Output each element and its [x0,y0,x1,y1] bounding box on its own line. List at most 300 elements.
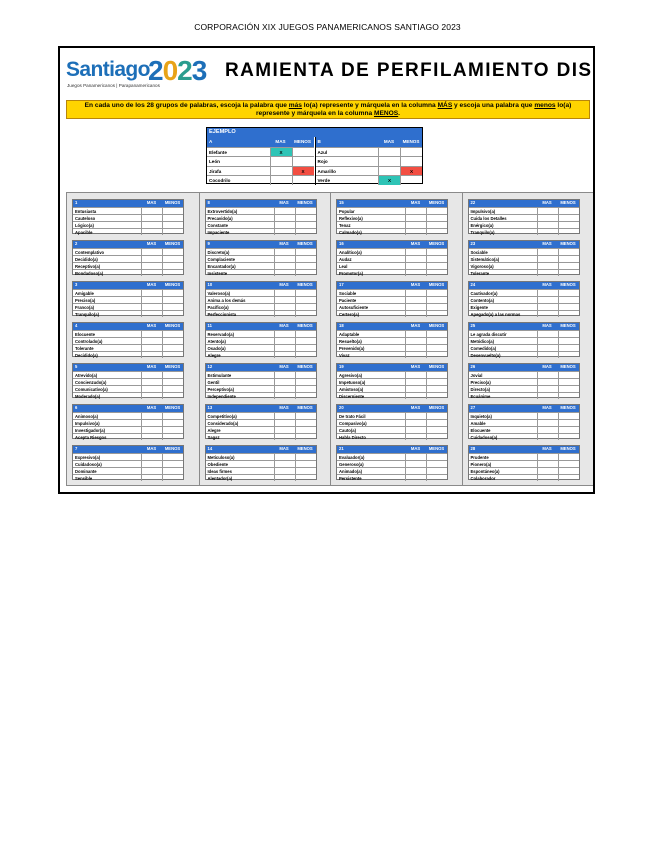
menos-cell[interactable] [295,475,316,481]
group-number: 25 [470,323,476,328]
word-label: Amarillo [317,168,336,174]
menos-cell[interactable] [162,372,183,378]
mas-cell[interactable] [141,461,162,467]
menos-cell[interactable] [162,208,183,214]
group-word-row [337,426,447,433]
mas-cell[interactable]: X [270,148,292,157]
mas-cell[interactable] [141,386,162,392]
menos-cell[interactable] [426,331,447,337]
menos-cell[interactable] [162,352,183,358]
menos-cell[interactable]: X [292,167,314,176]
mas-cell[interactable] [537,386,558,392]
menos-cell[interactable] [558,372,579,378]
mas-cell[interactable] [537,352,558,358]
menos-cell[interactable] [162,475,183,481]
group-word-row [73,296,183,303]
mas-cell[interactable] [274,461,295,467]
mas-cell[interactable] [274,229,295,235]
menos-cell[interactable] [162,297,183,303]
menos-cell[interactable] [426,379,447,385]
group-word-row [73,228,183,235]
mas-cell[interactable] [537,270,558,276]
menos-cell[interactable] [426,215,447,221]
mas-cell[interactable] [537,249,558,255]
menos-cell[interactable] [426,427,447,433]
menos-cell[interactable] [426,413,447,419]
menos-cell[interactable] [295,386,316,392]
menos-cell[interactable] [162,461,183,467]
menos-cell[interactable] [295,345,316,351]
menos-cell[interactable] [400,176,422,185]
mas-cell[interactable]: X [378,176,400,185]
word-label: Tolerante [75,345,94,351]
menos-cell[interactable] [292,176,314,185]
menos-cell[interactable] [295,393,316,399]
mas-cell[interactable] [141,222,162,228]
group-header-row [469,282,579,289]
example-row [316,156,423,166]
menos-cell[interactable] [162,413,183,419]
mas-cell[interactable] [378,167,400,176]
menos-cell[interactable] [558,263,579,269]
menos-cell[interactable] [295,249,316,255]
word-group-20 [336,404,448,439]
mas-cell[interactable] [405,270,426,276]
group-number: 11 [207,323,212,328]
menos-cell[interactable] [558,393,579,399]
mas-cell[interactable] [405,290,426,296]
mas-cell[interactable] [141,434,162,440]
menos-cell[interactable] [295,427,316,433]
menos-cell[interactable] [426,386,447,392]
menos-cell[interactable] [295,461,316,467]
mas-cell[interactable] [537,475,558,481]
mas-cell[interactable] [537,215,558,221]
menos-cell[interactable] [426,290,447,296]
group-header-row [73,200,183,207]
word-label: Desenvuelto(a) [470,352,501,358]
menos-cell[interactable] [426,338,447,344]
menos-cell[interactable] [426,468,447,474]
menos-cell[interactable] [426,297,447,303]
word-groups-grid [66,192,594,486]
word-label: Cocodrilo [209,178,231,184]
col-mas-label: MAS [279,446,289,451]
mas-cell[interactable] [405,454,426,460]
word-label: Tolerante [470,270,490,276]
menos-cell[interactable] [558,229,579,235]
menos-cell[interactable] [558,331,579,337]
mas-cell[interactable] [405,229,426,235]
word-label: Comedido(a) [470,345,497,351]
mas-cell[interactable] [141,270,162,276]
word-label: Alegre [207,427,221,433]
menos-cell[interactable] [295,290,316,296]
mas-cell[interactable] [274,427,295,433]
mas-cell[interactable] [537,420,558,426]
mas-cell[interactable] [141,420,162,426]
mas-cell[interactable] [141,311,162,317]
mas-cell[interactable] [405,331,426,337]
mas-cell[interactable] [405,420,426,426]
menos-cell[interactable] [426,420,447,426]
mas-cell[interactable] [537,461,558,467]
mas-cell[interactable] [274,345,295,351]
mas-cell[interactable] [537,379,558,385]
mas-cell[interactable] [537,393,558,399]
mas-cell[interactable] [141,215,162,221]
group-word-row [337,419,447,426]
example-group-a [207,137,314,185]
menos-cell[interactable]: X [400,167,422,176]
mas-cell[interactable] [405,434,426,440]
mas-cell[interactable] [141,454,162,460]
menos-cell[interactable] [558,345,579,351]
mas-cell[interactable] [537,331,558,337]
mas-cell[interactable] [274,352,295,358]
menos-cell[interactable] [426,249,447,255]
menos-cell[interactable] [426,434,447,440]
mas-cell[interactable] [405,468,426,474]
menos-cell[interactable] [558,222,579,228]
menos-cell[interactable] [426,304,447,310]
menos-cell[interactable] [162,256,183,262]
menos-cell[interactable] [162,379,183,385]
menos-cell[interactable] [295,297,316,303]
word-label: Verde [317,178,331,184]
menos-cell[interactable] [162,290,183,296]
menos-cell[interactable] [426,345,447,351]
menos-cell[interactable] [426,270,447,276]
mas-cell[interactable] [141,475,162,481]
word-label: Compasivo(a) [339,420,367,426]
menos-cell[interactable] [162,338,183,344]
mas-cell[interactable] [537,434,558,440]
mas-cell[interactable] [274,297,295,303]
mas-cell[interactable] [405,386,426,392]
mas-cell[interactable] [405,304,426,310]
mas-cell[interactable] [274,331,295,337]
menos-cell[interactable] [162,434,183,440]
menos-cell[interactable] [558,413,579,419]
menos-cell[interactable] [295,338,316,344]
word-label: Perfeccionista [207,311,237,317]
group-word-row [206,426,316,433]
menos-cell[interactable] [295,413,316,419]
mas-cell[interactable] [274,386,295,392]
menos-cell[interactable] [295,420,316,426]
mas-cell[interactable] [537,427,558,433]
group-word-row [206,351,316,358]
mas-cell[interactable] [537,229,558,235]
menos-cell[interactable] [400,157,422,166]
menos-cell[interactable] [426,372,447,378]
menos-cell[interactable] [558,386,579,392]
mas-cell[interactable] [274,270,295,276]
col-menos-label: MENOS [560,200,576,205]
menos-cell[interactable] [295,311,316,317]
word-group-25 [468,322,580,357]
menos-cell[interactable] [295,304,316,310]
word-label: Persistente [339,475,362,481]
mas-cell[interactable] [405,427,426,433]
menos-cell[interactable] [426,263,447,269]
mas-cell[interactable] [274,434,295,440]
mas-cell[interactable] [141,249,162,255]
menos-cell[interactable] [558,304,579,310]
word-group-18 [336,322,448,357]
menos-cell[interactable] [295,454,316,460]
group-header-row [206,405,316,412]
mas-cell[interactable] [537,454,558,460]
mas-cell[interactable] [141,393,162,399]
mas-cell[interactable] [141,297,162,303]
mas-cell[interactable] [537,222,558,228]
col-menos-label: MENOS [297,446,313,451]
menos-cell[interactable] [295,434,316,440]
mas-cell[interactable] [274,311,295,317]
mas-cell[interactable] [405,256,426,262]
menos-cell[interactable] [292,157,314,166]
group-word-row [206,419,316,426]
menos-cell[interactable] [558,290,579,296]
mas-cell[interactable] [537,311,558,317]
mas-cell[interactable] [274,413,295,419]
mas-cell[interactable] [274,208,295,214]
group-word-row [469,412,579,419]
mas-cell[interactable] [537,468,558,474]
menos-cell[interactable] [426,222,447,228]
menos-cell[interactable] [558,475,579,481]
menos-cell[interactable] [295,263,316,269]
col-menos-label: MENOS [560,364,576,369]
menos-cell[interactable] [295,379,316,385]
word-label: Paciente [339,297,357,303]
menos-cell[interactable] [162,249,183,255]
mas-cell[interactable] [405,297,426,303]
menos-cell[interactable] [162,427,183,433]
mas-cell[interactable] [141,208,162,214]
menos-cell[interactable] [558,249,579,255]
mas-cell[interactable] [141,413,162,419]
group-word-row [206,392,316,399]
mas-cell[interactable] [141,304,162,310]
menos-cell[interactable] [426,393,447,399]
menos-cell[interactable] [295,256,316,262]
mas-cell[interactable] [405,393,426,399]
menos-cell[interactable] [558,338,579,344]
menos-cell[interactable] [295,215,316,221]
menos-cell[interactable] [558,427,579,433]
mas-cell[interactable] [537,256,558,262]
menos-cell[interactable] [426,461,447,467]
group-word-row [206,269,316,276]
menos-cell[interactable] [162,311,183,317]
mas-cell[interactable] [537,208,558,214]
mas-cell[interactable] [274,256,295,262]
mas-cell[interactable] [537,345,558,351]
mas-cell[interactable] [141,427,162,433]
group-word-row [73,330,183,337]
mas-cell[interactable] [141,290,162,296]
mas-cell[interactable] [537,297,558,303]
word-label: Perceptivo(a) [207,386,235,392]
menos-cell[interactable] [558,256,579,262]
word-label: Investigador(a) [75,427,106,433]
mas-cell[interactable] [405,338,426,344]
mas-cell[interactable] [405,372,426,378]
menos-cell[interactable] [292,148,314,157]
menos-cell[interactable] [558,208,579,214]
mas-cell[interactable] [270,167,292,176]
word-label: Cauteloso [75,215,96,221]
mas-cell[interactable] [405,222,426,228]
menos-cell[interactable] [162,386,183,392]
menos-cell[interactable] [162,420,183,426]
mas-cell[interactable] [274,222,295,228]
menos-cell[interactable] [558,434,579,440]
menos-cell[interactable] [162,222,183,228]
word-label: Tenaz [339,222,351,228]
group-word-row [73,467,183,474]
mas-cell[interactable] [537,263,558,269]
word-label: Gentil [207,379,220,385]
menos-cell[interactable] [558,297,579,303]
menos-cell[interactable] [558,352,579,358]
word-label: Alegre [207,352,221,358]
mas-cell[interactable] [274,372,295,378]
mas-cell[interactable] [141,338,162,344]
menos-cell[interactable] [558,468,579,474]
col-menos-label: MENOS [164,405,181,410]
menos-cell[interactable] [426,454,447,460]
menos-cell[interactable] [558,379,579,385]
mas-cell[interactable] [405,413,426,419]
group-number: 3 [75,282,78,287]
menos-cell[interactable] [558,461,579,467]
col-mas-label: MAS [279,200,289,205]
menos-cell[interactable] [162,345,183,351]
mas-cell[interactable] [405,215,426,221]
menos-cell[interactable] [426,256,447,262]
mas-cell[interactable] [537,372,558,378]
mas-cell[interactable] [274,393,295,399]
mas-cell[interactable] [274,290,295,296]
mas-cell[interactable] [141,331,162,337]
menos-cell[interactable] [295,468,316,474]
mas-cell[interactable] [141,352,162,358]
mas-cell[interactable] [405,311,426,317]
mas-cell[interactable] [378,157,400,166]
mas-cell[interactable] [405,475,426,481]
mas-cell[interactable] [141,229,162,235]
menos-cell[interactable] [400,148,422,157]
mas-cell[interactable] [270,157,292,166]
mas-cell[interactable] [274,249,295,255]
word-label: Pionero(a) [470,461,492,467]
mas-cell[interactable] [270,176,292,185]
word-group-6 [72,404,184,439]
mas-cell[interactable] [274,379,295,385]
menos-cell[interactable] [162,263,183,269]
menos-cell[interactable] [558,454,579,460]
menos-cell[interactable] [295,372,316,378]
menos-cell[interactable] [558,215,579,221]
mas-cell[interactable] [274,263,295,269]
menos-cell[interactable] [162,454,183,460]
col-mas-label: MAS [410,282,421,287]
menos-cell[interactable] [558,311,579,317]
mas-cell[interactable] [537,338,558,344]
mas-cell[interactable] [405,208,426,214]
mas-cell[interactable] [405,263,426,269]
group-word-row [206,344,316,351]
menos-cell[interactable] [558,420,579,426]
mas-cell[interactable] [274,454,295,460]
mas-cell[interactable] [141,256,162,262]
mas-cell[interactable] [141,468,162,474]
menos-cell[interactable] [295,229,316,235]
group-number: 27 [470,405,476,410]
mas-cell[interactable] [405,352,426,358]
menos-cell[interactable] [426,311,447,317]
menos-cell[interactable] [162,215,183,221]
mas-cell[interactable] [274,215,295,221]
menos-cell[interactable] [162,229,183,235]
col-mas-label: MAS [146,282,157,287]
mas-cell[interactable] [405,379,426,385]
menos-cell[interactable] [162,393,183,399]
menos-cell[interactable] [162,468,183,474]
mas-cell[interactable] [141,345,162,351]
mas-cell[interactable] [537,413,558,419]
mas-cell[interactable] [274,420,295,426]
menos-cell[interactable] [426,208,447,214]
menos-cell[interactable] [295,270,316,276]
mas-cell[interactable] [405,461,426,467]
mas-cell[interactable] [274,338,295,344]
menos-cell[interactable] [162,270,183,276]
menos-cell[interactable] [295,331,316,337]
mas-cell[interactable] [537,290,558,296]
mas-cell[interactable] [405,345,426,351]
menos-cell[interactable] [426,475,447,481]
mas-cell[interactable] [274,304,295,310]
menos-cell[interactable] [295,208,316,214]
menos-cell[interactable] [295,222,316,228]
group-number: 4 [75,323,78,328]
mas-cell[interactable] [274,468,295,474]
mas-cell[interactable] [405,249,426,255]
mas-cell[interactable] [141,372,162,378]
word-label: Receptivo(a) [75,263,101,269]
mas-cell[interactable] [141,379,162,385]
mas-cell[interactable] [141,263,162,269]
menos-cell[interactable] [162,331,183,337]
mas-cell[interactable] [274,475,295,481]
mas-cell[interactable] [537,304,558,310]
menos-cell[interactable] [558,270,579,276]
mas-cell[interactable] [378,148,400,157]
menos-cell[interactable] [295,352,316,358]
menos-cell[interactable] [426,352,447,358]
menos-cell[interactable] [162,304,183,310]
menos-cell[interactable] [426,229,447,235]
word-group-19 [336,363,448,398]
word-label: Vivaz [339,352,350,358]
group-number: 14 [207,446,213,451]
group-number: 28 [470,446,476,451]
